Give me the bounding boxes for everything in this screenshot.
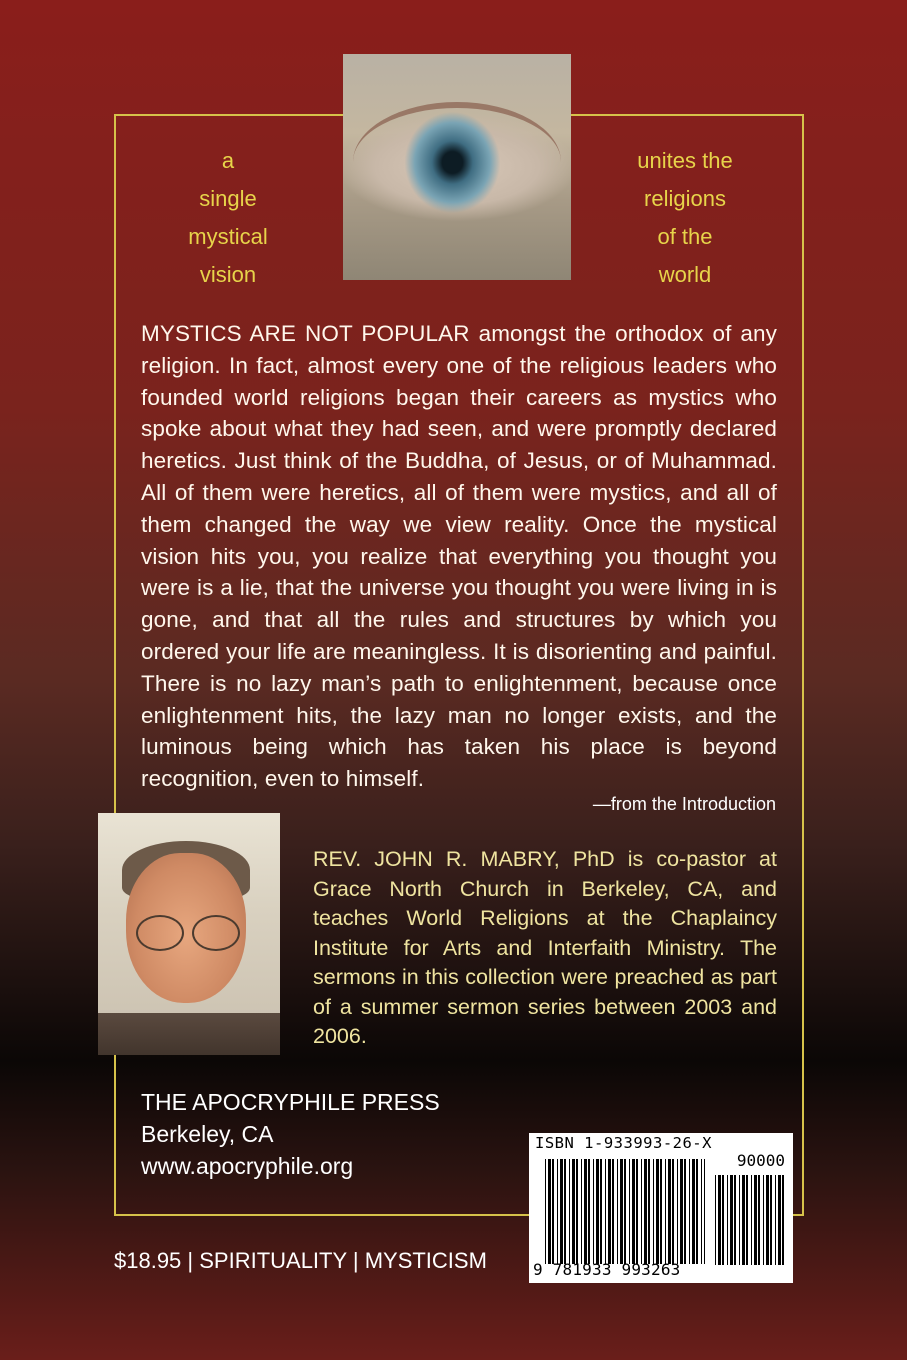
barcode-stripe [730, 1175, 733, 1265]
publisher-city: Berkeley, CA [141, 1121, 274, 1147]
barcode-stripe [766, 1175, 769, 1265]
publisher-website[interactable]: www.apocryphile.org [141, 1153, 354, 1179]
eyelid-shape [353, 102, 561, 222]
publisher-name: THE APOCRYPHILE PRESS [141, 1089, 440, 1115]
barcode-stripe [569, 1159, 570, 1264]
isbn-label: ISBN 1-933993-26-X [535, 1134, 712, 1152]
barcode-stripe [576, 1159, 578, 1264]
barcode-stripe [722, 1175, 724, 1265]
author-glasses-shape [134, 915, 244, 949]
barcode-stripe [656, 1159, 659, 1264]
barcode-stripe [648, 1159, 650, 1264]
barcode-stripe [680, 1159, 683, 1264]
barcode-stripe [672, 1159, 674, 1264]
barcode-stripe [617, 1159, 618, 1264]
barcode-stripe [545, 1159, 546, 1264]
barcode-stripe [677, 1159, 678, 1264]
author-bio: REV. JOHN R. MABRY, PhD is co-pastor at Grace North Church in Berkeley, CA, and teaches World Religions at the Chaplaincy Institute for Arts and Interfaith Ministry. The sermons in this collection were preached as part of a summer sermon series between 2003 and 2006. [313, 847, 777, 1048]
ean-digits: 9 781933 993263 [533, 1260, 681, 1279]
barcode-stripe [763, 1175, 764, 1265]
barcode-stripe [608, 1159, 611, 1264]
barcode-stripe [718, 1175, 721, 1265]
barcode-stripe [548, 1159, 551, 1264]
barcode-stripe [620, 1159, 623, 1264]
price-and-category: $18.95 | SPIRITUALITY | MYSTICISM [114, 1248, 487, 1273]
excerpt-body: amongst the orthodox of any religion. In fact, almost every one of the religious leaders who founded world religions began their careers as mystics who spoke about what they had seen, and were promptly declared heretics. Just think of the Buddha, of Jesus, or of Muhammad. All of them were heretics, all of them were mystics, and all of them changed the way we view reality. Once the mystical vision hits you, you realize that everything you thought you were is a lie, that the universe you thought you were living in is gone, and that all the rules and structures by which you ordered your life are meaningless. It is disorienting and painful. There is no lazy man’s path to enlightenment, because once enlightenment hits, the lazy man no longer exists, and the luminous being which has taken his place is beyond recognition, even to himself. [141, 321, 777, 792]
publisher-block [141, 1086, 440, 1182]
barcode-stripe [605, 1159, 606, 1264]
barcode-stripe [572, 1159, 575, 1264]
barcode-bars-addon [715, 1175, 785, 1265]
barcode-stripe [596, 1159, 599, 1264]
barcode-stripe [684, 1159, 686, 1264]
barcode-stripe [739, 1175, 740, 1265]
tagline-right-line: religions [644, 186, 726, 211]
author-shirt-shape [98, 1013, 280, 1055]
tagline-left-line: single [199, 186, 257, 211]
barcode-stripe [778, 1175, 781, 1265]
barcode-stripe [644, 1159, 647, 1264]
tagline-right-line: of the [657, 224, 713, 249]
excerpt-attribution: —from the Introduction [592, 794, 776, 814]
barcode [529, 1133, 793, 1283]
barcode-stripe [782, 1175, 784, 1265]
introduction-excerpt [141, 318, 777, 795]
tagline-right-line: unites the [637, 148, 733, 173]
barcode-stripe [629, 1159, 630, 1264]
barcode-stripe [758, 1175, 760, 1265]
barcode-stripe [734, 1175, 736, 1265]
barcode-stripe [775, 1175, 776, 1265]
barcode-stripe [704, 1159, 705, 1264]
barcode-stripe [715, 1175, 716, 1265]
excerpt-lead-caps: MYSTICS ARE NOT POPULAR [141, 321, 470, 346]
eye-image [343, 54, 571, 280]
barcode-stripe [696, 1159, 698, 1264]
barcode-stripe [746, 1175, 748, 1265]
barcode-stripe [727, 1175, 728, 1265]
barcode-stripe [581, 1159, 582, 1264]
barcode-stripe [754, 1175, 757, 1265]
barcode-stripe [636, 1159, 638, 1264]
barcode-stripe [660, 1159, 662, 1264]
author-photo [98, 813, 280, 1055]
barcode-stripe [557, 1159, 558, 1264]
barcode-stripe [701, 1159, 702, 1264]
tagline-left-line: a [221, 148, 235, 173]
barcode-stripe [560, 1159, 563, 1264]
barcode-stripe [584, 1159, 587, 1264]
tagline-left [168, 142, 288, 294]
barcode-stripe [588, 1159, 590, 1264]
tagline-left-line: vision [199, 262, 257, 287]
barcode-stripe [552, 1159, 554, 1264]
barcode-stripe [665, 1159, 666, 1264]
barcode-stripe [770, 1175, 772, 1265]
barcode-stripe [600, 1159, 602, 1264]
price-code: 90000 [736, 1151, 785, 1170]
barcode-stripe [689, 1159, 690, 1264]
barcode-stripe [751, 1175, 752, 1265]
barcode-bars-main [545, 1159, 705, 1264]
barcode-stripe [624, 1159, 626, 1264]
barcode-stripe [692, 1159, 695, 1264]
tagline-right-line: world [658, 262, 712, 287]
barcode-stripe [632, 1159, 635, 1264]
tagline-right [610, 142, 760, 294]
tagline-left-line: mystical [188, 224, 268, 249]
barcode-stripe [653, 1159, 654, 1264]
barcode-stripe [564, 1159, 566, 1264]
barcode-stripe [593, 1159, 594, 1264]
barcode-stripe [641, 1159, 642, 1264]
barcode-stripe [612, 1159, 614, 1264]
barcode-stripe [742, 1175, 745, 1265]
barcode-stripe [668, 1159, 671, 1264]
